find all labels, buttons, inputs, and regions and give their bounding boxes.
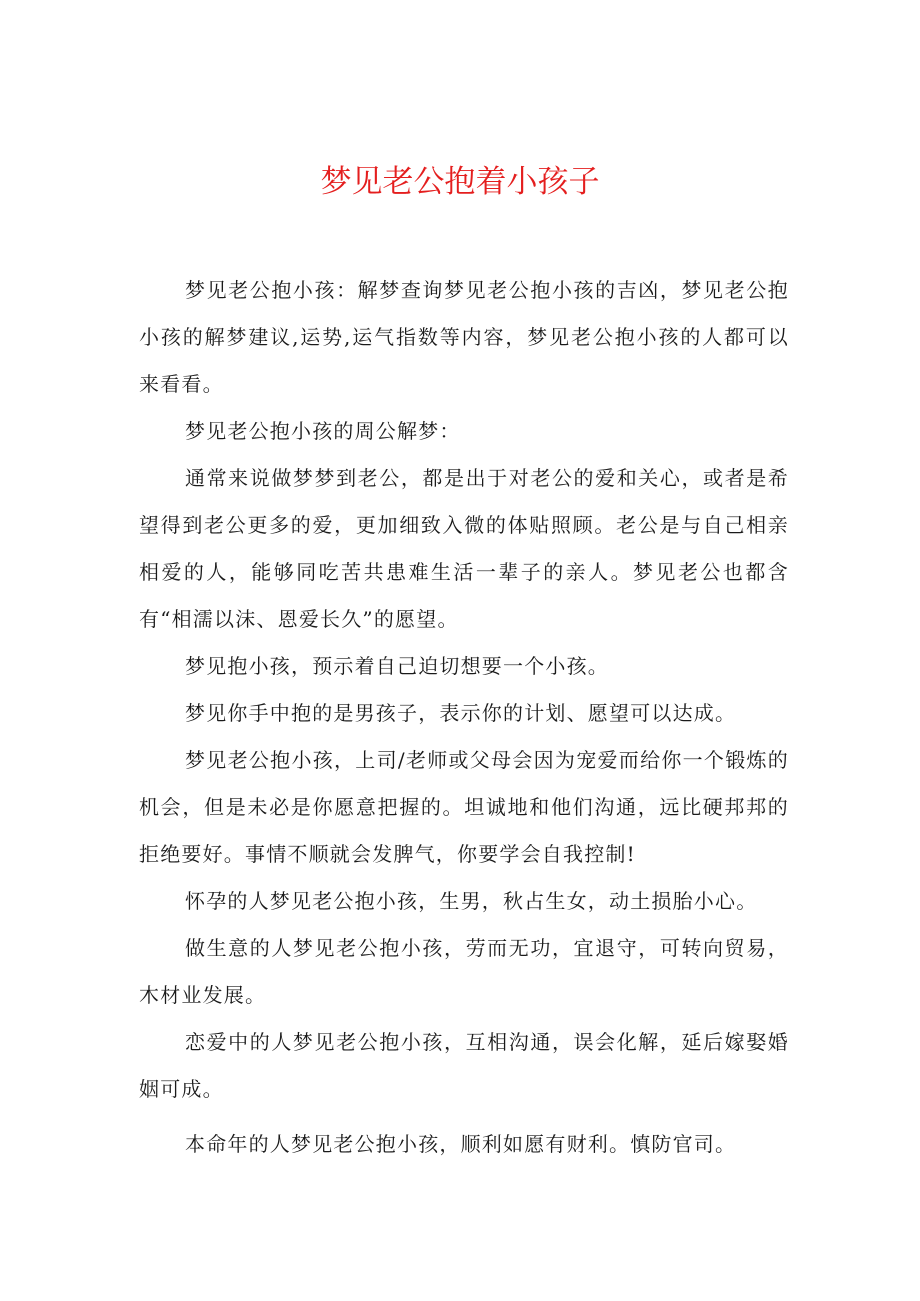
paragraph-hold-boy: 梦见你手中抱的是男孩子，表示你的计划、愿望可以达成。 [185, 701, 737, 725]
paragraph-intro: 梦见老公抱小孩：解梦查询梦见老公抱小孩的吉凶，梦见老公抱小孩的解梦建议,运势,运气指数等内容，梦见老公抱小孩的人都可以来看看。 [139, 278, 789, 396]
paragraph-husband-holds-child: 梦见老公抱小孩，上司/老师或父母会因为宠爱而给你一个锻炼的机会，但是未必是你愿意把握的。坦诚地和他们沟通，远比硬邦邦的拒绝要好。事情不顺就会发脾气，你要学会自我控制! [139, 748, 789, 866]
paragraph-zodiac-year: 本命年的人梦见老公抱小孩，顺利如愿有财利。慎防官司。 [185, 1132, 737, 1156]
paragraph-hold-child: 梦见抱小孩，预示着自己迫切想要一个小孩。 [185, 654, 609, 678]
paragraph-zhougong-heading: 梦见老公抱小孩的周公解梦： [185, 419, 461, 443]
paragraph-pregnant: 怀孕的人梦见老公抱小孩，生男，秋占生女，动土损胎小心。 [185, 889, 758, 913]
paragraph-business: 做生意的人梦见老公抱小孩，劳而无功，宜退守，可转向贸易，木材业发展。 [139, 936, 789, 1007]
paragraph-in-love: 恋爱中的人梦见老公抱小孩，互相沟通，误会化解，延后嫁娶婚姻可成。 [139, 1030, 789, 1101]
document-body [139, 267, 789, 1168]
document-title: 梦见老公抱着小孩子 [320, 164, 600, 200]
paragraph-general-meaning: 通常来说做梦梦到老公，都是出于对老公的爱和关心，或者是希望得到老公更多的爱，更加细致入微的体贴照顾。老公是与自己相亲相爱的人，能够同吃苦共患难生活一辈子的亲人。梦见老公也都含有“相濡以沫、恩爱长久”的愿望。 [139, 466, 789, 631]
